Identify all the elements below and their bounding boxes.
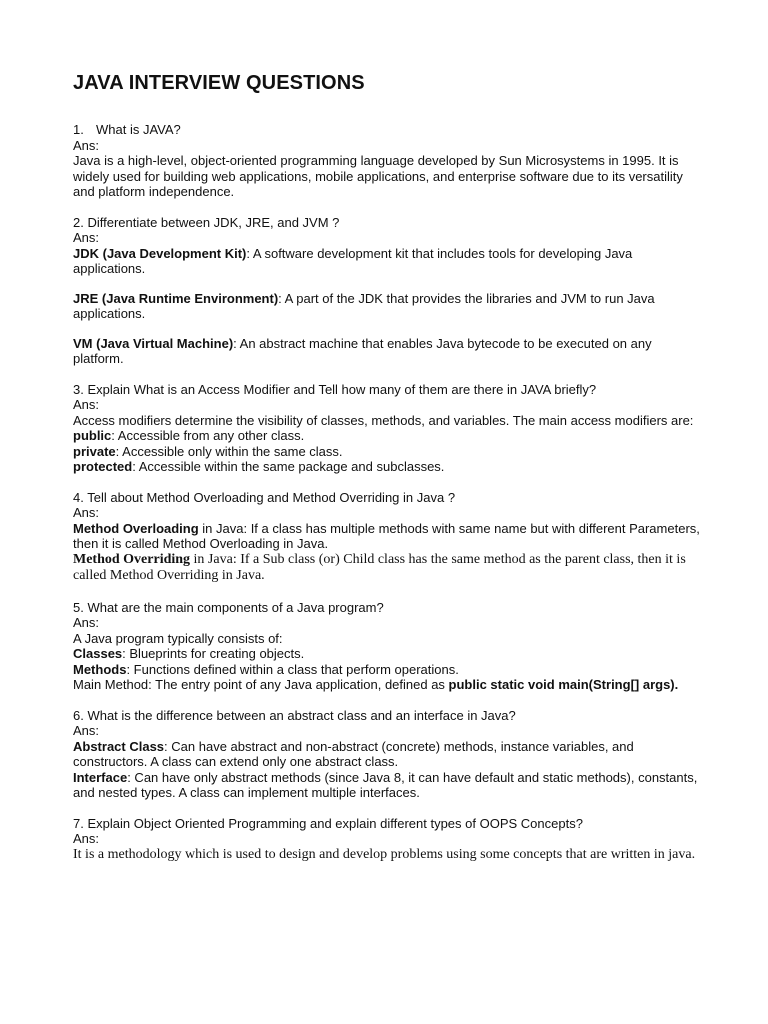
answer-5-main xyxy=(73,677,703,693)
private-text: : Accessible only within the same class. xyxy=(115,443,343,459)
question-2: 2. Differentiate between JDK, JRE, and JVM ? xyxy=(73,214,340,230)
interface-term: Interface xyxy=(73,769,128,785)
answer-3-intro: Access modifiers determine the visibility of classes, methods, and variables. The main access modifiers are: xyxy=(73,412,694,428)
question-7: 7. Explain Object Oriented Programming and explain different types of OOPS Concepts? xyxy=(73,815,583,831)
question-block-5 xyxy=(73,600,703,693)
overriding-text: in Java: If a Sub class (or) Child class has the same method as the parent class, then it is called Method Overriding in Java. xyxy=(73,551,686,583)
classes-text: : Blueprints for creating objects. xyxy=(122,646,305,661)
answer-5-classes xyxy=(73,646,703,662)
answer-label-1: Ans: xyxy=(73,137,100,153)
private-term: private xyxy=(73,443,116,459)
question-block-6 xyxy=(73,708,703,801)
question-block-3 xyxy=(73,382,703,475)
question-block-1 xyxy=(73,122,703,200)
answer-2-jdk xyxy=(73,246,703,277)
answer-6-abstract xyxy=(73,739,703,770)
answer-label-3: Ans: xyxy=(73,397,100,412)
methods-text: : Functions defined within a class that perform operations. xyxy=(126,661,459,677)
public-term: public xyxy=(73,428,112,443)
overloading-term: Method Overloading xyxy=(73,520,199,536)
question-block-4 xyxy=(73,490,703,585)
main-method-code: public static void main(String[] args). xyxy=(448,677,679,692)
methods-term: Methods xyxy=(73,661,127,677)
question-5: 5. What are the main components of a Java program? xyxy=(73,599,384,615)
document-page xyxy=(73,70,703,878)
answer-4-overloading xyxy=(73,521,703,552)
main-method-text: Main Method: The entry point of any Java application, defined as xyxy=(73,677,449,692)
answer-3-public xyxy=(73,428,703,444)
answer-1: Java is a high-level, object-oriented programming language developed by Sun Microsystems in 1995. It is widely used for building web applications, mobile applications, and enterprise software due to its versatility and platform independence. xyxy=(73,153,683,199)
answer-2-jvm xyxy=(73,336,703,367)
overloading-text: in Java: If a class has multiple methods with same name but with different Parameters, then it is called Method Overloading in Java. xyxy=(73,520,700,551)
answer-label-2: Ans: xyxy=(73,230,100,245)
page-title: JAVA INTERVIEW QUESTIONS xyxy=(73,72,365,94)
protected-text: : Accessible within the same package and subclasses. xyxy=(132,459,445,474)
question-1-text: What is JAVA? xyxy=(96,122,181,137)
answer-3-private xyxy=(73,444,703,460)
question-1-number: 1. xyxy=(73,122,84,137)
answer-7: It is a methodology which is used to design and develop problems using some concepts that are written in java. xyxy=(73,846,696,862)
abstract-text: : Can have abstract and non-abstract (concrete) methods, instance variables, and constructors. A class can extend only one abstract class. xyxy=(73,738,634,769)
question-3: 3. Explain What is an Access Modifier and Tell how many of them are there in JAVA briefly? xyxy=(73,381,597,397)
jre-term: JRE (Java Runtime Environment) xyxy=(73,290,279,306)
interface-text: : Can have only abstract methods (since Java 8, it can have default and static methods), constants, and nested types. A class can implement multiple interfaces. xyxy=(73,769,698,800)
classes-term: Classes xyxy=(73,646,123,661)
question-6: 6. What is the difference between an abstract class and an interface in Java? xyxy=(73,707,516,723)
answer-label-7: Ans: xyxy=(73,831,100,846)
jvm-term: VM (Java Virtual Machine) xyxy=(73,335,234,351)
jvm-text: : An abstract machine that enables Java bytecode to be executed on any platform. xyxy=(73,335,652,366)
answer-4-overriding xyxy=(73,552,703,585)
question-block-7 xyxy=(73,816,703,864)
answer-2-jre xyxy=(73,291,703,322)
answer-5-intro: A Java program typically consists of: xyxy=(73,630,283,646)
answer-label-6: Ans: xyxy=(73,723,100,738)
overriding-term: Method Overriding xyxy=(73,551,191,567)
answer-6-interface xyxy=(73,770,703,801)
jdk-text: : A software development kit that includes tools for developing Java applications. xyxy=(73,245,633,276)
jre-text: : A part of the JDK that provides the libraries and JVM to run Java applications. xyxy=(73,290,655,321)
jdk-term: JDK (Java Development Kit) xyxy=(73,245,247,261)
protected-term: protected xyxy=(73,459,133,474)
answer-3-protected xyxy=(73,459,703,475)
answer-label-5: Ans: xyxy=(73,615,100,630)
abstract-term: Abstract Class xyxy=(73,738,165,754)
public-text: : Accessible from any other class. xyxy=(111,428,305,443)
answer-label-4: Ans: xyxy=(73,505,100,520)
question-1 xyxy=(73,122,703,138)
question-4: 4. Tell about Method Overloading and Method Overriding in Java ? xyxy=(73,489,456,505)
question-block-2 xyxy=(73,215,703,367)
answer-5-methods xyxy=(73,662,703,678)
